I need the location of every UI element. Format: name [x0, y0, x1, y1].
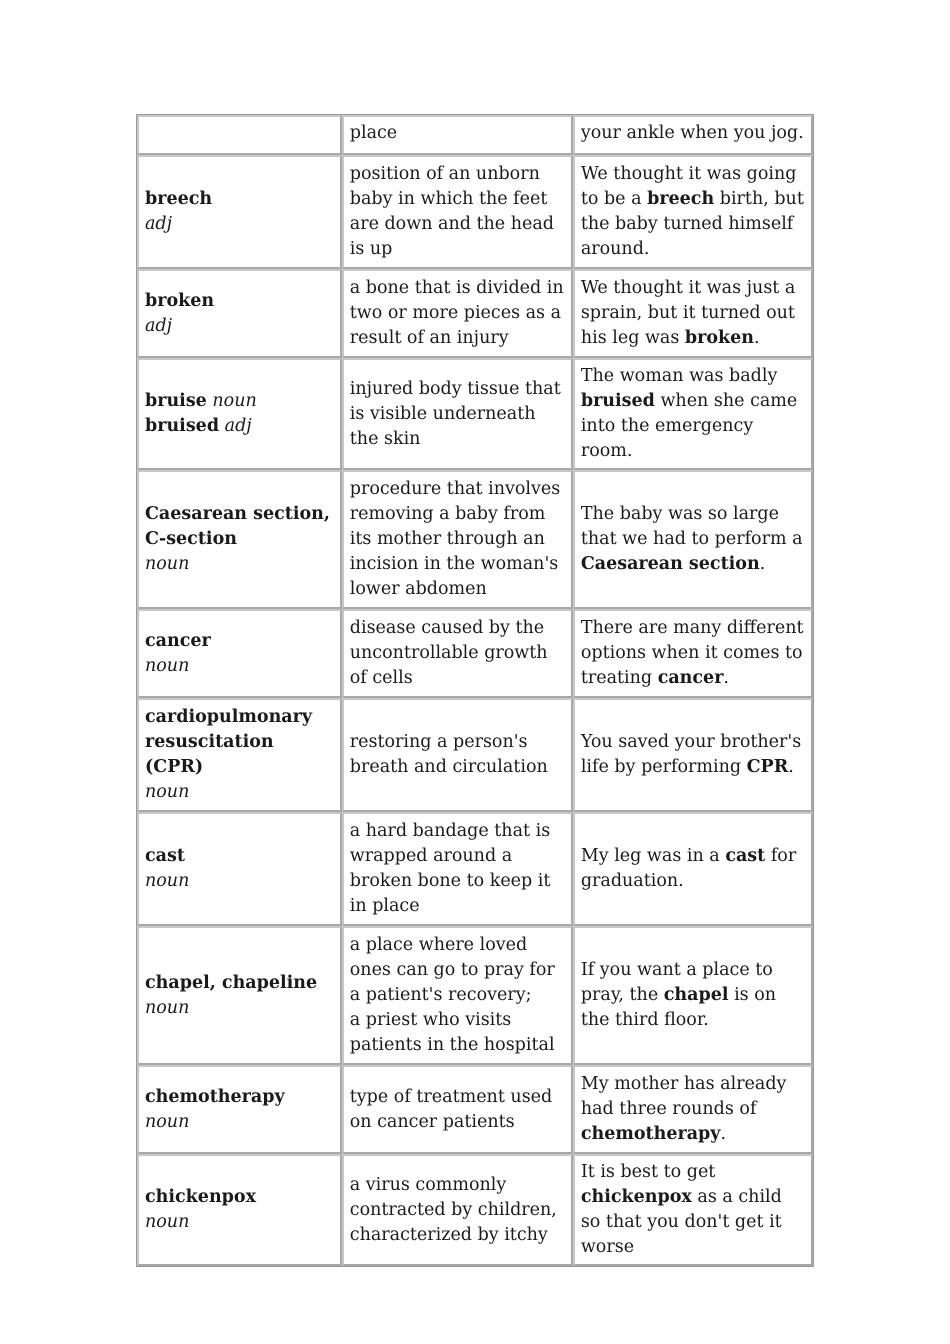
term-word: chemotherapy: [145, 1086, 285, 1107]
definition-cell: [342, 1154, 573, 1266]
term-word: cardiopulmonary resuscitation (CPR): [145, 707, 313, 777]
example-cell: [573, 609, 813, 698]
term-word: cancer: [145, 630, 211, 651]
definition-text: a place where loved ones can go to pray for a patient's recovery; a priest who visits patients in the hospital: [349, 935, 555, 1055]
example-cell: [573, 1065, 813, 1154]
term-word: Caesarean section, C-section: [145, 504, 330, 549]
term-word: chickenpox: [145, 1187, 257, 1207]
term-entry: [145, 187, 334, 212]
example-text: My mother has already had three rounds of: [580, 1074, 787, 1119]
part-of-speech: noun: [145, 782, 190, 802]
example-cell: [573, 1154, 813, 1266]
term-entry: [145, 1185, 334, 1210]
example-text: .: [720, 1124, 727, 1144]
term-cell: [137, 269, 342, 358]
term-entry: [145, 844, 334, 869]
example-keyword: chapel: [663, 985, 729, 1005]
definition-text: position of an unborn baby in which the feet are down and the head is up: [349, 164, 554, 259]
vocabulary-table-body: [137, 115, 813, 1266]
part-of-speech: adj: [145, 214, 173, 234]
definition-cell: [342, 470, 573, 609]
definition-text: injured body tissue that is visible underneath the skin: [349, 378, 561, 449]
term-cell: [137, 470, 342, 609]
term-entry: [145, 705, 334, 780]
definition-text: a bone that is divided in two or more pieces as a result of an injury: [349, 278, 564, 348]
part-of-speech: adj: [224, 416, 252, 436]
example-text: The baby was so large that we had to perform a: [580, 504, 803, 549]
definition-cell: [342, 115, 573, 155]
definition-text: disease caused by the uncontrollable growth of cells: [349, 618, 548, 688]
vocabulary-table: [136, 114, 814, 1267]
term-word: broken: [145, 290, 215, 311]
definition-text: type of treatment used on cancer patients: [349, 1086, 553, 1132]
term-cell: [137, 812, 342, 926]
example-text: We thought it was going to be a: [580, 164, 797, 209]
definition-cell: [342, 812, 573, 926]
definition-cell: [342, 926, 573, 1065]
table-row: [137, 358, 813, 470]
table-row: [137, 470, 813, 609]
example-cell: [573, 269, 813, 358]
definition-text: a hard bandage that is wrapped around a broken bone to keep it in place: [349, 821, 551, 916]
definition-cell: [342, 1065, 573, 1154]
table-row: [137, 698, 813, 812]
term-cell: [137, 926, 342, 1065]
table-row: [137, 115, 813, 155]
term-entry: [145, 289, 334, 314]
example-keyword: cancer: [657, 668, 724, 688]
definition-cell: [342, 358, 573, 470]
definition-text: place: [349, 123, 398, 143]
example-text: your ankle when you jog.: [580, 123, 804, 143]
term-word: breech: [145, 189, 213, 209]
part-of-speech: noun: [145, 871, 190, 891]
example-keyword: bruised: [580, 391, 655, 411]
example-text: You saved your brother's life by performing: [580, 732, 802, 777]
example-cell: [573, 155, 813, 269]
part-of-speech: noun: [145, 655, 190, 676]
example-text: My leg was in a: [580, 846, 726, 866]
example-cell: [573, 812, 813, 926]
example-text: It is best to get: [580, 1162, 716, 1182]
term-cell: [137, 1154, 342, 1266]
table-row: [137, 155, 813, 269]
part-of-speech: noun: [145, 1111, 190, 1132]
definition-cell: [342, 269, 573, 358]
term-word: bruised: [145, 416, 220, 436]
example-text: .: [723, 668, 729, 688]
example-text: If you want a place to pray, the: [580, 960, 773, 1005]
example-text: We thought it was just a sprain, but it turned out his leg was: [580, 278, 796, 348]
term-word: chapel, chapeline: [145, 972, 318, 993]
part-of-speech: noun: [145, 997, 190, 1018]
table-row: [137, 926, 813, 1065]
example-text: for graduation.: [580, 846, 797, 891]
definition-text: a virus commonly contracted by children, characterized by itchy: [349, 1174, 557, 1245]
term-entry: [145, 971, 334, 996]
example-text: The woman was badly: [580, 366, 778, 386]
term-entry: [145, 389, 334, 414]
term-word: bruise: [145, 391, 207, 411]
term-cell: [137, 358, 342, 470]
example-text: as a child so that you don't get it worse: [580, 1187, 782, 1257]
definition-cell: [342, 698, 573, 812]
term-cell: [137, 609, 342, 698]
term-cell: [137, 1065, 342, 1154]
table-row: [137, 812, 813, 926]
term-entry: [145, 1085, 334, 1110]
term-cell: [137, 155, 342, 269]
example-cell: [573, 698, 813, 812]
term-word: cast: [145, 846, 185, 866]
example-cell: [573, 926, 813, 1065]
part-of-speech: noun: [212, 391, 257, 411]
example-cell: [573, 115, 813, 155]
example-text: .: [754, 328, 760, 348]
example-text: birth, but the baby turned himself around.: [580, 189, 804, 259]
term-cell: [137, 698, 342, 812]
definition-text: procedure that involves removing a baby from its mother through an incision in the woman's lower abdomen: [349, 479, 561, 599]
term-entry: [145, 502, 334, 552]
example-cell: [573, 358, 813, 470]
term-cell: [137, 115, 342, 155]
example-keyword: chemotherapy: [580, 1124, 721, 1144]
definition-cell: [342, 155, 573, 269]
example-text: is on the third floor.: [580, 985, 777, 1030]
example-cell: [573, 470, 813, 609]
example-keyword: CPR: [746, 757, 789, 777]
example-keyword: chickenpox: [580, 1187, 692, 1207]
example-keyword: breech: [647, 189, 715, 209]
table-row: [137, 1065, 813, 1154]
example-keyword: Caesarean section: [580, 554, 760, 574]
term-entry: [145, 414, 334, 439]
part-of-speech: noun: [145, 1212, 190, 1232]
definition-cell: [342, 609, 573, 698]
part-of-speech: adj: [145, 315, 173, 336]
definition-text: restoring a person's breath and circulation: [349, 732, 548, 777]
example-text: when she came into the emergency room.: [580, 391, 798, 461]
example-text: .: [788, 757, 794, 777]
table-row: [137, 1154, 813, 1266]
example-keyword: cast: [725, 846, 766, 866]
example-keyword: broken: [684, 328, 755, 348]
part-of-speech: noun: [145, 554, 190, 574]
table-row: [137, 269, 813, 358]
table-row: [137, 609, 813, 698]
example-text: .: [759, 554, 766, 574]
example-text: There are many different options when it comes to treating: [580, 618, 804, 688]
term-entry: [145, 629, 334, 654]
